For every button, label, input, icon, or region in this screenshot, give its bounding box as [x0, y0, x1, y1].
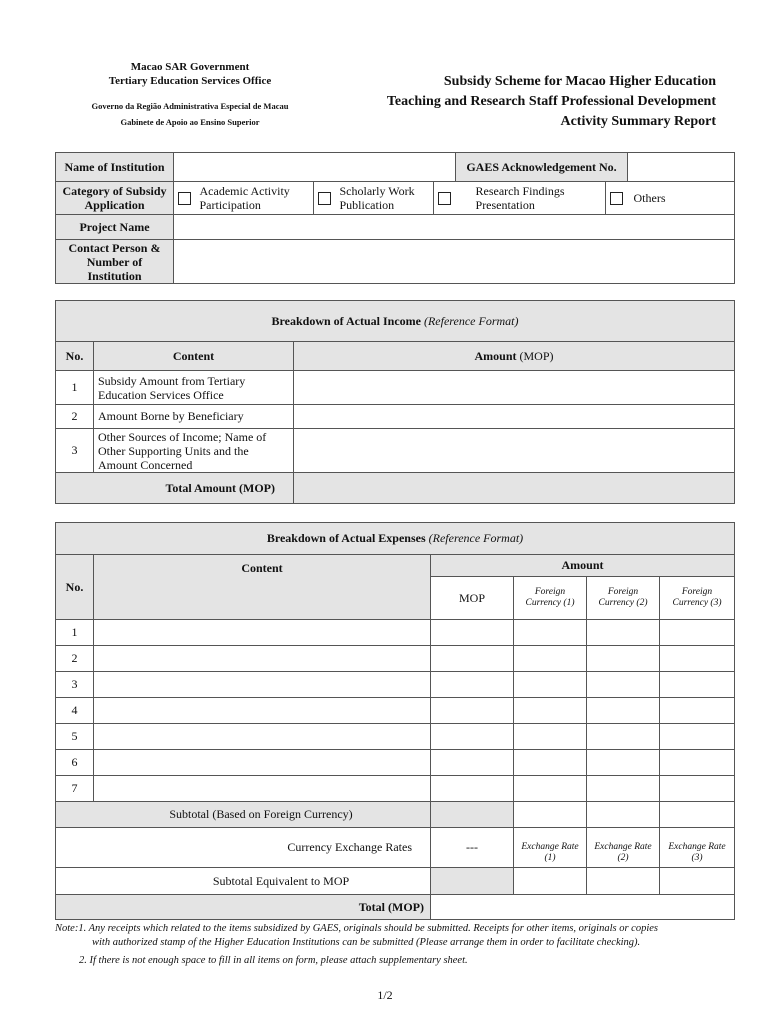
- category-checkbox-2[interactable]: [314, 182, 336, 215]
- table-row: [56, 371, 735, 405]
- expense-row-no: 6: [56, 750, 94, 776]
- office-header: [60, 60, 320, 129]
- income-title: [56, 301, 735, 342]
- form-title-line1: Subsidy Scheme for Macao Higher Education: [443, 74, 716, 89]
- subtotal-fc3-input[interactable]: [660, 802, 735, 828]
- income-col-amount: [294, 342, 735, 371]
- income-amount-input[interactable]: [294, 371, 735, 405]
- exchange-rate-3[interactable]: Exchange Rate (3): [660, 828, 735, 868]
- expense-row-no: 5: [56, 724, 94, 750]
- note-1-continued: with authorized stamp of the Higher Education Institutions can be submitted (Please arrange them in order to facilitate checking).: [92, 937, 641, 948]
- expenses-col-amount: Amount: [431, 555, 735, 577]
- gov-name-en: Macao SAR Government: [130, 61, 250, 73]
- gaes-input[interactable]: [628, 153, 735, 182]
- subtotal-mop-empty: [431, 868, 514, 895]
- expense-fc1-input[interactable]: [514, 646, 587, 672]
- income-total-label: Total Amount (MOP): [56, 473, 294, 504]
- table-row: [56, 750, 735, 776]
- expenses-total-input[interactable]: [431, 895, 735, 920]
- income-title-note: (Reference Format): [423, 313, 519, 328]
- expense-fc2-input[interactable]: [587, 672, 660, 698]
- expense-fc2-input[interactable]: [587, 750, 660, 776]
- expense-content-input[interactable]: [94, 620, 431, 646]
- expense-fc2-input[interactable]: [587, 620, 660, 646]
- subtotal-mop-fc2-input[interactable]: [587, 868, 660, 895]
- expense-fc3-input[interactable]: [660, 776, 735, 802]
- category-label: Category of Subsidy Application: [56, 182, 174, 215]
- subtotal-mop-fc1-input[interactable]: [514, 868, 587, 895]
- income-col-amount-label: Amount: [474, 348, 517, 363]
- exchange-label: Currency Exchange Rates: [56, 828, 431, 868]
- expense-content-input[interactable]: [94, 776, 431, 802]
- expenses-col-fc3: Foreign Currency (3): [660, 577, 735, 620]
- category-checkbox-3[interactable]: [434, 182, 456, 215]
- income-amount-input[interactable]: [294, 429, 735, 473]
- office-name-pt: Gabinete de Apoio ao Ensino Superior: [120, 117, 260, 127]
- expense-fc2-input[interactable]: [587, 646, 660, 672]
- category-option-4: Others: [628, 182, 735, 215]
- subtotal-fc-mop: [431, 802, 514, 828]
- table-row: [56, 724, 735, 750]
- table-row: [56, 405, 735, 429]
- form-title-line2: Teaching and Research Staff Professional Development: [386, 94, 716, 109]
- expenses-title-note: (Reference Format): [428, 531, 524, 545]
- expenses-total-label: Total (MOP): [56, 895, 431, 920]
- income-col-no: No.: [56, 342, 94, 371]
- expense-fc1-input[interactable]: [514, 750, 587, 776]
- expense-content-input[interactable]: [94, 698, 431, 724]
- expense-mop-input[interactable]: [431, 750, 514, 776]
- expense-fc3-input[interactable]: [660, 750, 735, 776]
- project-label: Project Name: [56, 215, 174, 240]
- expense-fc2-input[interactable]: [587, 776, 660, 802]
- checkbox-icon: [610, 192, 623, 205]
- expense-fc2-input[interactable]: [587, 724, 660, 750]
- expense-row-no: 2: [56, 646, 94, 672]
- income-table: [55, 300, 735, 504]
- institution-input[interactable]: [174, 153, 456, 182]
- expenses-title-text: Breakdown of Actual Expenses: [266, 531, 426, 545]
- table-row: [56, 776, 735, 802]
- expenses-col-no: No.: [56, 555, 94, 620]
- table-row: [56, 429, 735, 473]
- expense-mop-input[interactable]: [431, 776, 514, 802]
- category-option-3: Research Findings Presentation: [456, 182, 606, 215]
- income-row-no: 3: [56, 429, 94, 473]
- info-table: [55, 152, 735, 284]
- income-row-no: 2: [56, 405, 94, 429]
- project-input[interactable]: [174, 215, 735, 240]
- contact-label: Contact Person & Number of Institution: [56, 240, 174, 284]
- category-checkbox-4[interactable]: [606, 182, 628, 215]
- checkbox-icon: [178, 192, 191, 205]
- expense-mop-input[interactable]: [431, 646, 514, 672]
- exchange-mop: ---: [431, 828, 514, 868]
- expense-content-input[interactable]: [94, 750, 431, 776]
- expense-fc3-input[interactable]: [660, 672, 735, 698]
- expense-content-input[interactable]: [94, 646, 431, 672]
- income-col-amount-unit: (MOP): [519, 348, 554, 363]
- expense-fc2-input[interactable]: [587, 698, 660, 724]
- expenses-col-mop: MOP: [431, 577, 514, 620]
- notes: [55, 922, 745, 968]
- expense-fc1-input[interactable]: [514, 672, 587, 698]
- category-option-2: Scholarly Work Publication: [336, 182, 434, 215]
- income-row-content: Subsidy Amount from Tertiary Education Services Office: [94, 371, 294, 405]
- subtotal-fc1-input[interactable]: [514, 802, 587, 828]
- expense-row-no: 1: [56, 620, 94, 646]
- subtotal-mop-fc3-input[interactable]: [660, 868, 735, 895]
- page-number: 1/2: [377, 988, 393, 1002]
- income-amount-input[interactable]: [294, 405, 735, 429]
- note-2: 2. If there is not enough space to fill in all items on form, please attach supplementary sheet.: [79, 955, 468, 966]
- expenses-col-content: Content: [94, 555, 431, 620]
- income-col-content: Content: [94, 342, 294, 371]
- expense-row-no: 7: [56, 776, 94, 802]
- expense-fc1-input[interactable]: [514, 724, 587, 750]
- subtotal-fc-label: Subtotal (Based on Foreign Currency): [56, 802, 431, 828]
- gov-name-pt: Governo da Região Administrativa Especial de Macau: [91, 101, 289, 111]
- checkbox-icon: [318, 192, 331, 205]
- table-row: [56, 646, 735, 672]
- form-title: [387, 72, 716, 132]
- expense-fc1-input[interactable]: [514, 776, 587, 802]
- expense-fc3-input[interactable]: [660, 698, 735, 724]
- expense-mop-input[interactable]: [431, 620, 514, 646]
- expense-mop-input[interactable]: [431, 724, 514, 750]
- expense-row-no: 4: [56, 698, 94, 724]
- office-name-en: Tertiary Education Services Office: [108, 75, 272, 87]
- expenses-title: [56, 523, 735, 555]
- income-title-text: Breakdown of Actual Income: [271, 313, 421, 328]
- category-checkbox-1[interactable]: [174, 182, 196, 215]
- expense-fc3-input[interactable]: [660, 724, 735, 750]
- exchange-rate-1[interactable]: Exchange Rate (1): [514, 828, 587, 868]
- table-row: [56, 698, 735, 724]
- expense-mop-input[interactable]: [431, 672, 514, 698]
- income-row-content: Amount Borne by Beneficiary: [94, 405, 294, 429]
- table-row: [56, 672, 735, 698]
- expense-content-input[interactable]: [94, 672, 431, 698]
- gaes-label: GAES Acknowledgement No.: [456, 153, 628, 182]
- expense-mop-input[interactable]: [431, 698, 514, 724]
- expense-fc1-input[interactable]: [514, 620, 587, 646]
- table-row: [56, 620, 735, 646]
- income-total-input[interactable]: [294, 473, 735, 504]
- exchange-rate-2[interactable]: Exchange Rate (2): [587, 828, 660, 868]
- note-1: Note:1. Any receipts which related to the items subsidized by GAES, originals should be submitted. Receipts for other items, originals or copies: [55, 923, 659, 934]
- expense-content-input[interactable]: [94, 724, 431, 750]
- expenses-col-fc1: Foreign Currency (1): [514, 577, 587, 620]
- category-option-1: Academic Activity Participation: [196, 182, 314, 215]
- form-title-line3: Activity Summary Report: [560, 114, 716, 129]
- expense-fc3-input[interactable]: [660, 646, 735, 672]
- expense-fc1-input[interactable]: [514, 698, 587, 724]
- contact-input[interactable]: [174, 240, 735, 284]
- expenses-table: [55, 522, 735, 920]
- institution-label: Name of Institution: [56, 153, 174, 182]
- expense-fc3-input[interactable]: [660, 620, 735, 646]
- checkbox-icon: [438, 192, 451, 205]
- income-row-no: 1: [56, 371, 94, 405]
- expense-row-no: 3: [56, 672, 94, 698]
- subtotal-mop-label: Subtotal Equivalent to MOP: [56, 868, 431, 895]
- subtotal-fc2-input[interactable]: [587, 802, 660, 828]
- income-row-content: Other Sources of Income; Name of Other Supporting Units and the Amount Concerned: [94, 429, 294, 473]
- expenses-col-fc2: Foreign Currency (2): [587, 577, 660, 620]
